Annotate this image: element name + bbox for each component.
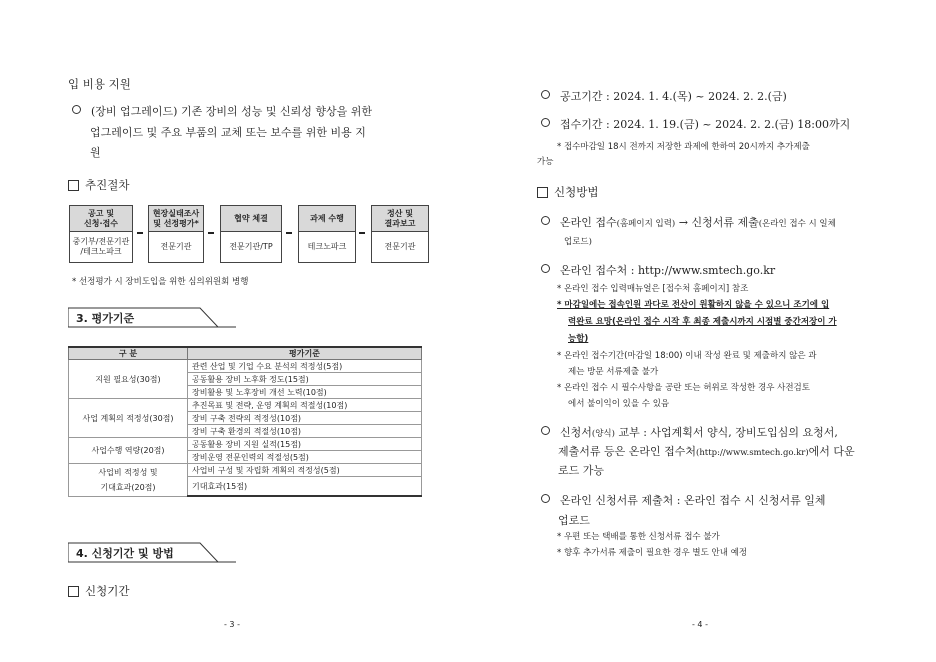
table-category-cell: 지원 필요성(30점) (69, 360, 188, 399)
site-note-3-line-1: * 온라인 접수기간(마감일 18:00) 이내 작성 완료 및 제출하지 않은 과 (557, 351, 817, 361)
flow-step-head-line: 신청·접수 (84, 218, 118, 228)
period-heading (68, 583, 129, 599)
flow-connector (137, 232, 143, 234)
table-row (69, 438, 422, 451)
flow-step-body (149, 232, 203, 262)
circle-bullet-icon (541, 264, 550, 273)
form-text: 교부 : 사업계획서 양식, 장비도입심의 요청서, (614, 426, 838, 439)
circle-bullet-icon (541, 90, 550, 99)
top-line: 입 비용 지원 (68, 77, 131, 91)
form-line-3: 로드 가능 (558, 464, 605, 477)
checkbox-square-icon (68, 586, 79, 597)
flow-step-body-line: /테크노파크 (80, 247, 122, 256)
online-submit-sub: (홈페이지 입력) (616, 219, 676, 229)
table-row (69, 360, 422, 373)
flow-step-head (299, 206, 355, 232)
flow-step-head-line: 공고 및 (88, 208, 114, 218)
flow-step-head (221, 206, 281, 232)
table-criteria-cell: 장비 구축 환경의 적절성(10점) (188, 425, 422, 438)
table-row (69, 399, 422, 412)
circle-bullet-icon (72, 105, 81, 114)
online-submit-sub: (온라인 접수 시 일체 (758, 219, 836, 229)
table-criteria-cell: 장비 구축 전략의 적정성(10점) (188, 412, 422, 425)
form-url: (http://www.smtech.go.kr) (696, 448, 809, 458)
site-note-2-line-3: 능함) (568, 334, 589, 344)
submit-note-1: * 우편 또는 택배를 통한 신청서류 접수 불가 (557, 532, 720, 542)
flow-step-head-line: 현장실태조사 (152, 208, 200, 218)
submit-note-2: * 향후 추가서류 제출이 필요한 경우 별도 안내 예정 (557, 548, 748, 558)
flow-step-body (70, 232, 132, 262)
online-submit-line-2: 업로드) (564, 237, 592, 247)
table-criteria-cell: 추진목표 및 전략, 운영 계획의 적절성(10점) (188, 399, 422, 412)
checkbox-square-icon (537, 187, 548, 198)
circle-bullet-icon (541, 494, 550, 503)
flow-step-4 (298, 205, 356, 263)
table-category-cell: 사업 계획의 적정성(30점) (69, 399, 188, 438)
online-submit-text: → 신청서류 제출 (675, 216, 759, 229)
flow-step-5 (371, 205, 429, 263)
flow-step-body-line: 전문기관 (160, 242, 192, 251)
site-note-2-line-1: * 마감일에는 접속인원 과다로 전산이 원활하지 않을 수 있으니 조기에 입 (557, 300, 830, 310)
form-sub: (양식) (591, 429, 615, 439)
flow-step-head-line: 과제 수행 (310, 213, 344, 223)
site-note-2-line-2: 력완료 요망(온라인 접수 시작 후 최종 제출시까지 시점별 중간저장이 가 (568, 317, 837, 327)
flow-connector (286, 232, 292, 234)
purpose-bullet (72, 103, 372, 119)
circle-bullet-icon (541, 216, 550, 225)
form-text: 신청서 (560, 426, 592, 439)
procedure-title: 추진절차 (85, 178, 130, 192)
table-category-cell: 사업수행 역량(20점) (69, 438, 188, 464)
section-4-title: 4. 신청기간 및 방법 (76, 547, 174, 560)
flow-step-body (372, 232, 428, 262)
flow-step-body-line: 전문기관 (384, 242, 416, 251)
table-criteria-cell: 기대효과(15점) (188, 477, 422, 497)
circle-bullet-icon (541, 118, 550, 127)
table-row (69, 464, 422, 477)
form-line-2 (558, 443, 855, 459)
site-note-4-line-1: * 온라인 접수 시 필수사항을 공란 또는 허위로 작성한 경우 사전검토 (557, 383, 810, 393)
table-category-line: 사업비 적정성 및 (98, 467, 158, 477)
online-site-text: 온라인 접수처 : http://www.smtech.go.kr (560, 264, 776, 277)
table-criteria-cell: 공동활용 장비 노후화 정도(15점) (188, 373, 422, 386)
announce-period (541, 88, 787, 104)
table-criteria-cell: 관련 산업 및 기업 수요 분석의 적정성(5점) (188, 360, 422, 373)
flow-step-head-line: 결과보고 (384, 218, 416, 228)
table-category-cell (69, 464, 188, 497)
flow-step-body-line: 중기부/전문기관 (72, 237, 130, 246)
flow-note: * 선정평가 시 장비도입을 위한 심의위원회 병행 (72, 277, 249, 287)
table-criteria-cell: 사업비 구성 및 자립화 계획의 적정성(5점) (188, 464, 422, 477)
online-submit-item (541, 214, 836, 230)
table-criteria-cell: 장비운영 전문인력의 적절성(5점) (188, 451, 422, 464)
flow-step-2 (148, 205, 204, 263)
evaluation-table (68, 346, 422, 497)
circle-bullet-icon (541, 426, 550, 435)
submit-text: 온라인 신청서류 제출처 : 온라인 접수 시 신청서류 일체 (560, 494, 826, 507)
flow-step-body (221, 232, 281, 262)
site-note-1: * 온라인 접수 입력매뉴얼은 [접수처 홈페이지] 참조 (557, 284, 749, 294)
method-heading (537, 184, 598, 200)
flow-connector (359, 232, 365, 234)
site-note-3-line-2: 제는 방문 서류제출 불가 (568, 367, 659, 377)
table-criteria-cell: 장비활용 및 노후장비 개선 노력(10점) (188, 386, 422, 399)
flow-step-head (149, 206, 203, 232)
page-number-right: - 4 - (692, 620, 708, 629)
procedure-heading (68, 177, 129, 193)
section-4-heading (68, 542, 238, 562)
flow-step-1 (69, 205, 133, 263)
flow-step-body (299, 232, 355, 262)
table-header-criteria: 평가기준 (188, 347, 422, 360)
table-criteria-cell: 공동활용 장비 지원 실적(15점) (188, 438, 422, 451)
table-header-category: 구 분 (69, 347, 188, 360)
flow-step-3 (220, 205, 282, 263)
table-category-line: 기대효과(20점) (100, 482, 156, 492)
checkbox-square-icon (68, 180, 79, 191)
section-3-heading (68, 307, 238, 327)
submit-item (541, 492, 825, 508)
online-submit-text: 온라인 접수 (560, 216, 617, 229)
section-3-title: 3. 평가기준 (76, 312, 135, 325)
flow-step-body-line: 전문기관/TP (229, 242, 273, 251)
flow-step-head-line: 협약 체결 (234, 213, 268, 223)
receipt-period (541, 116, 850, 132)
receipt-note-line-1: * 접수마감일 18시 전까지 저장한 과제에 한하여 20시까지 추가제출 (557, 142, 810, 152)
table-header-row (69, 347, 422, 360)
flow-step-body-line: 테크노파크 (307, 242, 347, 251)
flow-step-head-line: 정산 및 (387, 208, 413, 218)
flow-connector (208, 232, 214, 234)
flow-step-head (372, 206, 428, 232)
announce-period-text: 공고기간 : 2024. 1. 4.(목) ~ 2024. 2. 2.(금) (560, 90, 787, 103)
page-number-left: - 3 - (224, 620, 240, 629)
flow-step-head (70, 206, 132, 232)
period-title: 신청기간 (85, 584, 130, 598)
form-text: 에서 다운 (808, 445, 855, 458)
purpose-text-line-3: 원 (90, 146, 101, 159)
method-title: 신청방법 (554, 185, 599, 199)
site-note-4-line-2: 에서 불이익이 있을 수 있음 (568, 399, 670, 409)
receipt-note-line-2: 가능 (537, 157, 554, 167)
receipt-period-text: 접수기간 : 2024. 1. 19.(금) ~ 2024. 2. 2.(금) 18:00까지 (560, 118, 851, 131)
purpose-text-line-1: (장비 업그레이드) 기존 장비의 성능 및 신뢰성 향상을 위한 (91, 105, 372, 118)
submit-line-2: 업로드 (558, 514, 590, 527)
form-text: 제출서류 등은 온라인 접수처 (558, 445, 697, 458)
online-site-item (541, 262, 775, 278)
purpose-text-line-2: 업그레이드 및 주요 부품의 교체 또는 보수를 위한 비용 지 (90, 126, 366, 139)
form-item (541, 424, 838, 440)
flow-step-head-line: 및 선정평가* (153, 218, 199, 228)
